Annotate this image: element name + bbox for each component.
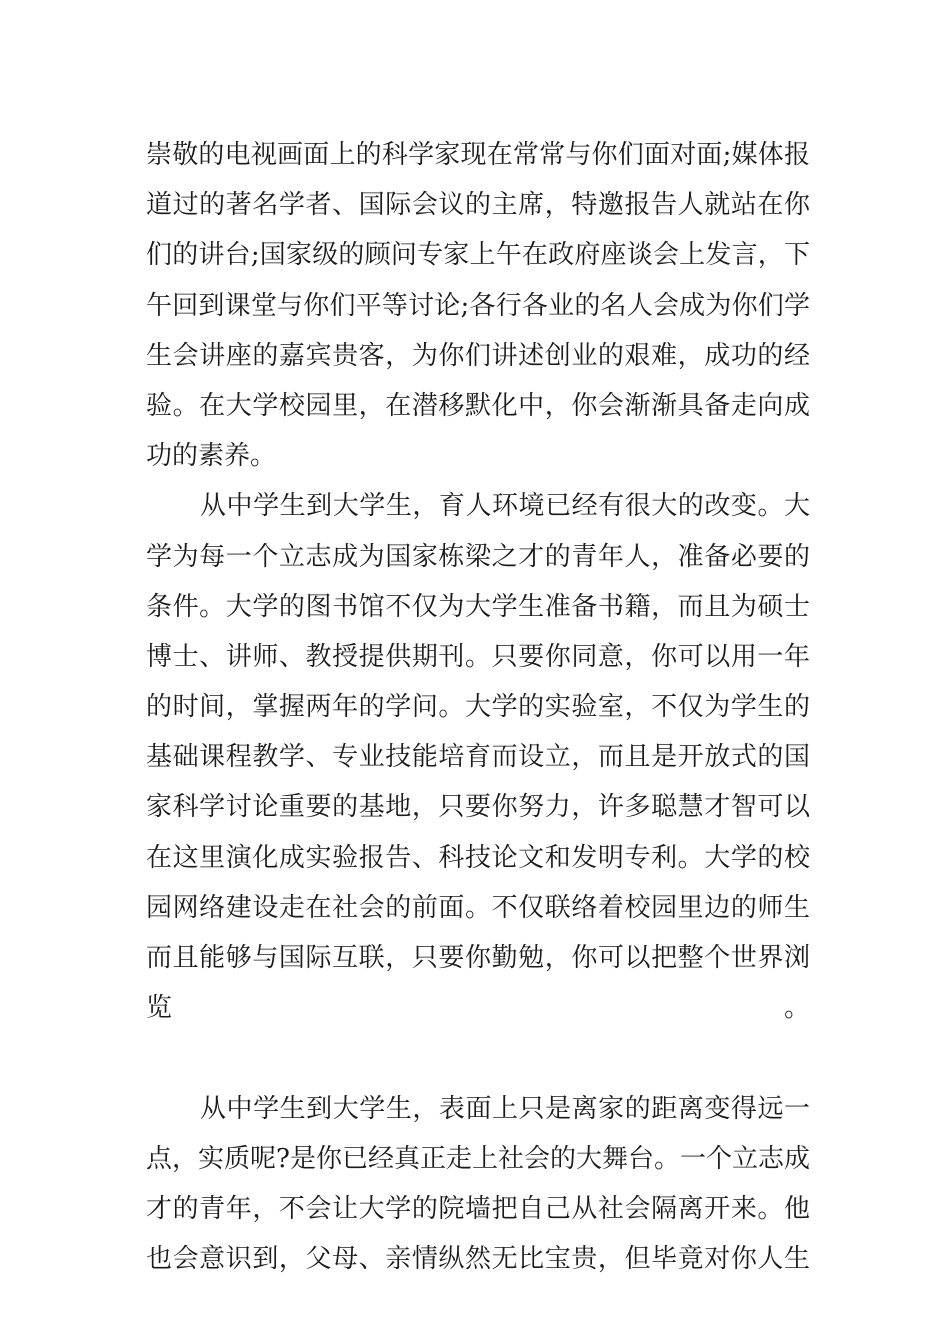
text-line: 从中学生到大学生，育人环境已经有很大的改变。大 [200, 491, 810, 522]
text-line: 的时间，掌握两年的学问。大学的实验室，不仅为学生的 [146, 692, 810, 723]
text-line: 生会讲座的嘉宾贵客，为你们讲述创业的艰难，成功的经 [146, 340, 810, 371]
text-line: 在这里演化成实验报告、科技论文和发明专利。大学的校 [146, 842, 810, 873]
text-line: 午回到课堂与你们平等讨论;各行各业的名人会成为你们学 [146, 290, 810, 321]
text-line: 功的素养。 [146, 441, 277, 472]
text-line: 也会意识到，父母、亲情纵然无比宝贵，但毕竟对你人生 [146, 1244, 810, 1275]
text-line: 博士、讲师、教授提供期刊。只要你同意，你可以用一年 [146, 641, 810, 672]
text-line: 学为每一个立志成为国家栋梁之才的青年人，准备必要的 [146, 541, 810, 572]
text-line [146, 1033, 810, 1083]
text-line: 验。在大学校园里，在潜移默化中，你会渐渐具备走向成 [146, 390, 810, 421]
text-line: 园网络建设走在社会的前面。不仅联络着校园里边的师生 [146, 892, 810, 923]
text-line: 道过的著名学者、国际会议的主席，特邀报告人就站在你 [146, 190, 810, 221]
text-line: 崇敬的电视画面上的科学家现在常常与你们面对面;媒体报 [146, 140, 810, 170]
text-line: 览。 [146, 993, 810, 1024]
text-line: 基础课程教学、专业技能培育而设立，而且是开放式的国 [146, 742, 810, 773]
paragraph-2 [146, 481, 810, 1083]
document-body [146, 130, 810, 1284]
text-line: 才的青年，不会让大学的院墙把自己从社会隔离开来。他 [146, 1193, 810, 1224]
text-line: 家科学讨论重要的基地，只要你努力，许多聪慧才智可以 [146, 792, 810, 823]
text-line: 从中学生到大学生，表面上只是离家的距离变得远一 [200, 1093, 810, 1124]
text-line: 们的讲台;国家级的顾问专家上午在政府座谈会上发言，下 [146, 240, 810, 271]
text-line: 条件。大学的图书馆不仅为大学生准备书籍，而且为硕士 [146, 591, 810, 622]
text-line: 而且能够与国际互联，只要你勤勉，你可以把整个世界浏 [146, 943, 810, 973]
paragraph-1 [146, 130, 810, 481]
text-line: 点，实质呢?是你已经真正走上社会的大舞台。一个立志成 [146, 1143, 810, 1174]
paragraph-3 [146, 1084, 810, 1285]
